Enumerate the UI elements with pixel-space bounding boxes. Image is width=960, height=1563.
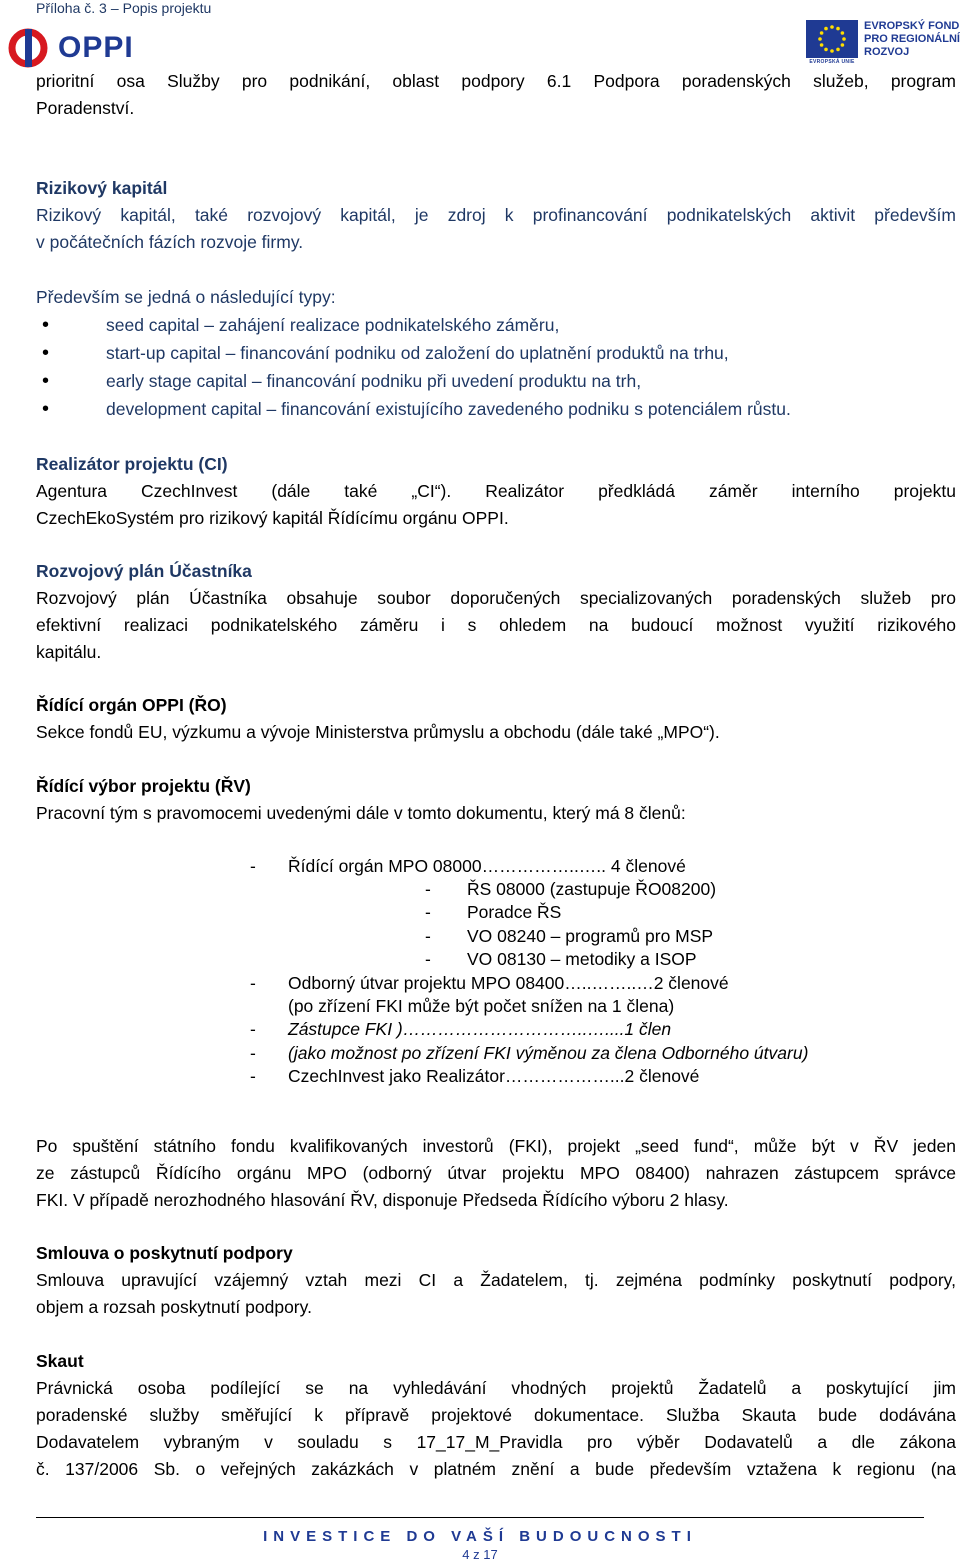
eu-fund-line: EVROPSKÝ FOND [864,20,960,32]
list-item: • early stage capital – financování podniku při uvedení produktu na trh, [36,367,956,395]
footer-slogan: INVESTICE DO VAŠÍ BUDOUCNOSTI [263,1528,697,1545]
section-heading-risk-capital: Rizikový kapitál [36,178,168,198]
paragraph-line: Smlouva upravující vzájemný vztah mezi CI a Žadatelem, tj. zejména podmínky poskytnutí podpory, [36,1270,956,1290]
list-item: • start-up capital – financování podniku od založení do uplatnění produktů na trhu, [36,339,956,367]
section-heading-development-plan: Rozvojový plán Účastníka [36,561,252,581]
page-header-caption: Příloha č. 3 – Popis projektu [36,0,212,16]
attachment-label: Příloha č. 3 [36,0,107,16]
section-heading-support-contract: Smlouva o poskytnutí podpory [36,1243,293,1263]
paragraph-line: ze zástupců Řídícího orgánu MPO (odborný útvar projektu MPO 08400) nahrazen zástupcem správce [36,1163,956,1183]
eu-fund-line: ROZVOJ [864,46,910,58]
paragraph-line: FKI. V případě nerozhodného hlasování ŘV, disponuje Předseda Řídícího výboru 2 hlasy. [36,1190,729,1210]
oppi-logo-text: OPPI [58,31,134,64]
page-number: 4 z 17 [462,1547,498,1562]
section-heading-implementer: Realizátor projektu (CI) [36,454,228,474]
capital-types-list [36,311,956,423]
committee-row: - CzechInvest jako Realizátor………………...2 členové [250,1066,700,1086]
oppi-emblem-icon [6,26,50,70]
committee-row: - (jako možnost po zřízení FKI výměnou za člena Odborného útvaru) [250,1043,809,1063]
eu-flag-caption: EVROPSKÁ UNIE [809,59,855,65]
committee-row: - Zástupce FKI )…………………………..…....1 člen [250,1019,672,1039]
paragraph-line: kapitálu. [36,642,102,662]
footer-divider [36,1517,924,1518]
types-intro: Především se jedná o následující typy: [36,287,336,307]
section-heading-scout: Skaut [36,1351,84,1371]
paragraph-line: objem a rozsah poskytnutí podpory. [36,1297,312,1317]
paragraph-line: Rozvojový plán Účastníka obsahuje soubor doporučených specializovaných poradenských služeb pro [36,588,956,608]
paragraph-line: Dodavatelem vybraným v souladu s 17_17_M_Pravidla pro výběr Dodavatelů a dle zákona [36,1432,956,1452]
eu-flag-icon [806,20,858,58]
paragraph-line: poradenské služby směřující k přípravě projektové dokumentace. Služba Skauta bude dodávána [36,1405,956,1425]
committee-row: - Odborný útvar projektu MPO 08400…..……..…2 členové [250,973,729,993]
committee-row: - ŘS 08000 (zastupuje ŘO08200) [425,879,717,899]
eu-fund-line: PRO REGIONÁLNÍ [864,33,960,45]
paragraph-line: v počátečních fázích rozvoje firmy. [36,232,304,252]
paragraph-line: Po spuštění státního fondu kvalifikovaných investorů (FKI), projekt „seed fund“, může být v ŘV jeden [36,1136,956,1156]
section-heading-steering-committee: Řídící výbor projektu (ŘV) [36,776,251,796]
paragraph-line: Sekce fondů EU, výzkumu a vývoje Ministerstva průmyslu a obchodu (dále také „MPO“). [36,722,720,742]
eu-fund-name [864,20,960,59]
intro-line: Poradenství. [36,98,135,118]
paragraph-line: č. 137/2006 Sb. o veřejných zakázkách v platném znění a bude především vztažena k regionu (na [36,1459,956,1479]
paragraph-line: efektivní realizaci podnikatelského záměru i s ohledem na budoucí možnost využití rizikového [36,615,956,635]
intro-line: prioritní osa Služby pro podnikání, oblast podpory 6.1 Podpora poradenských služeb, program [36,71,956,91]
eu-erdf-logo [806,18,960,66]
committee-row: - VO 08240 – programů pro MSP [425,926,714,946]
paragraph-line: Pracovní tým s pravomocemi uvedenými dále v tomto dokumentu, který má 8 členů: [36,803,686,823]
committee-row: - Řídící orgán MPO 08000……………..….. 4 členové [250,856,686,876]
list-item: • development capital – financování existujícího zavedeného podniku s potenciálem růstu. [36,395,956,423]
paragraph-line: CzechEkoSystém pro rizikový kapitál Řídícímu orgánu OPPI. [36,508,509,528]
paragraph-line: Právnická osoba podílející se na vyhledávání vhodných projektů Žadatelů a poskytující jim [36,1378,956,1398]
paragraph-line: Agentura CzechInvest (dále také „CI“). Realizátor předkládá záměr interního projektu [36,481,956,501]
list-item: • seed capital – zahájení realizace podnikatelského záměru, [36,311,956,339]
paragraph-line: Rizikový kapitál, také rozvojový kapitál, je zdroj k profinancování podnikatelských aktivit především [36,205,956,225]
committee-row: - VO 08130 – metodiky a ISOP [425,949,697,969]
oppi-logo [6,26,134,70]
committee-row: - Poradce ŘS [425,902,562,922]
section-heading-managing-authority: Řídící orgán OPPI (ŘO) [36,695,227,715]
section-label: Popis projektu [122,0,212,16]
